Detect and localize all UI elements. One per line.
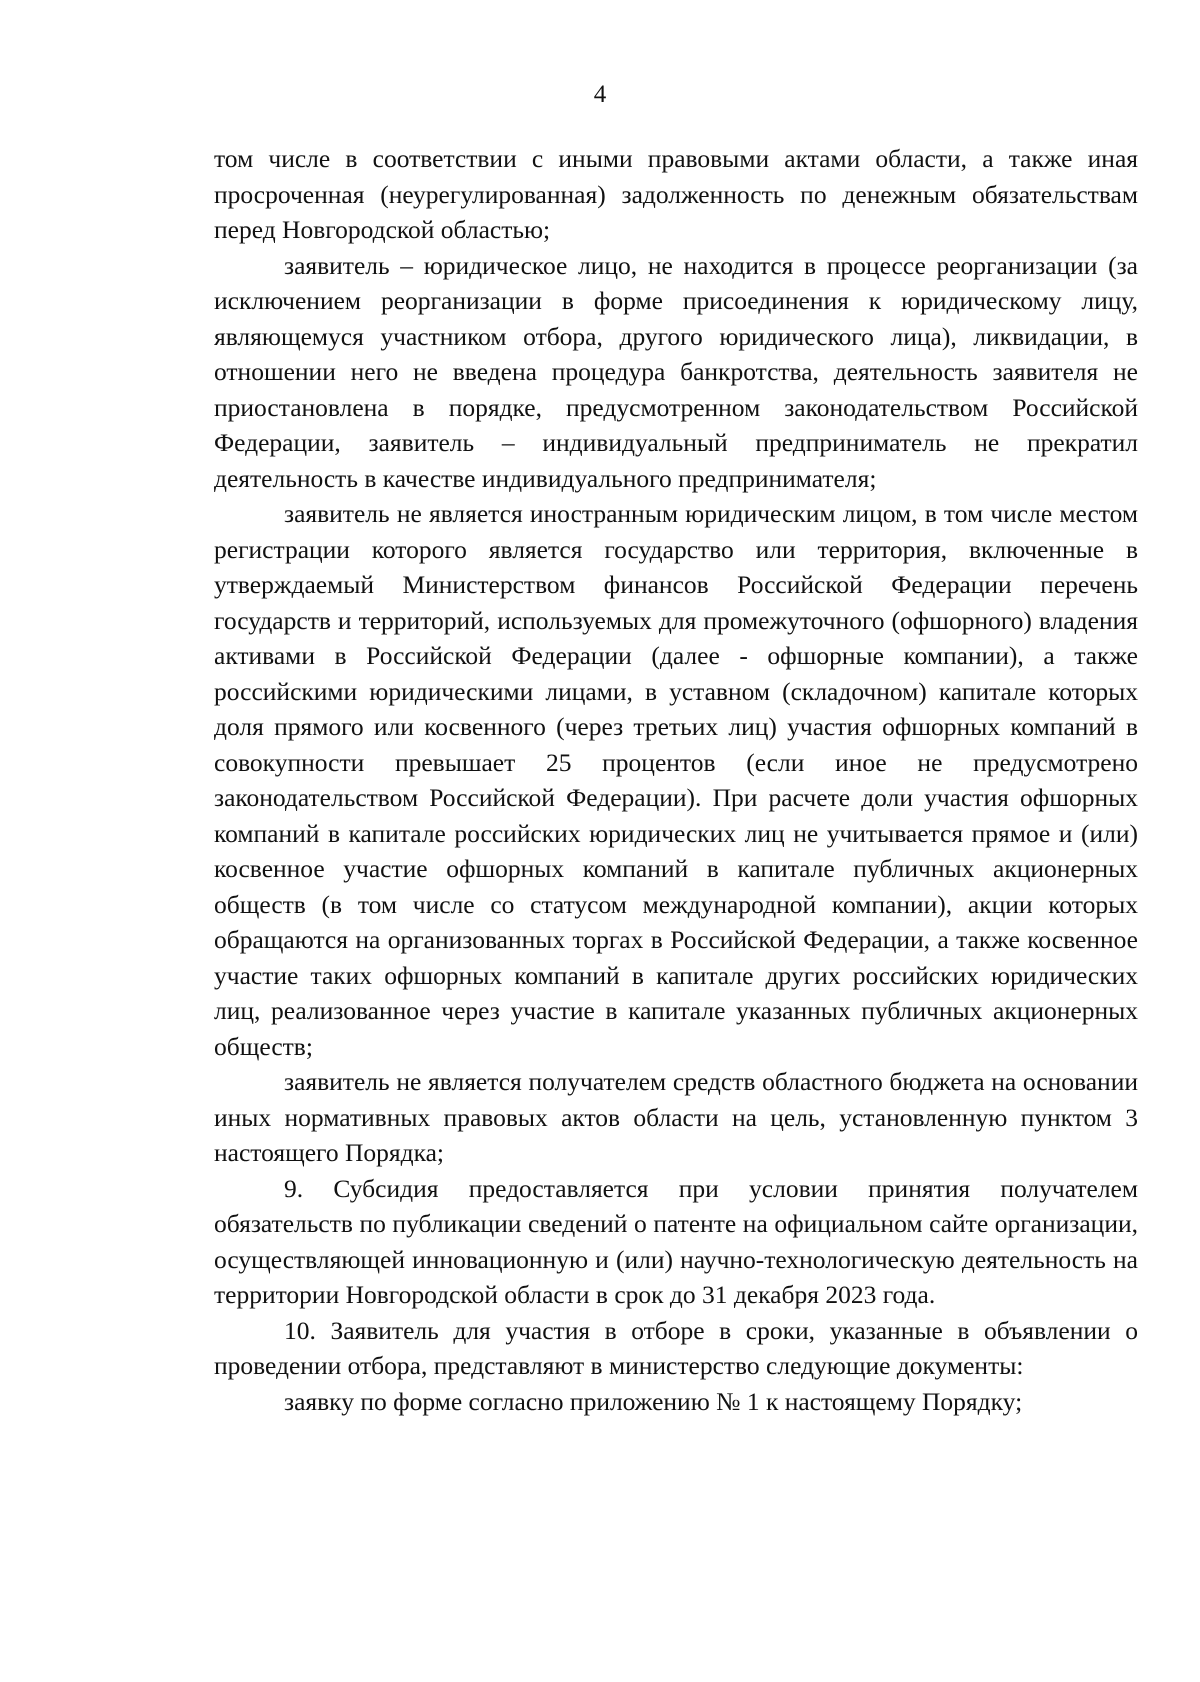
paragraph-reorganization: заявитель – юридическое лицо, не находится в процессе реорганизации (за исключением реорганизации в форме присоединения к юридическому лицу, являющемуся участником отбора, другого юридического лица), ликвидации, в отношении него не введена процедура банкротства, деятельность заявителя не приостановлена в порядке, предусмотренном законодательством Российской Федерации, заявитель – индивидуальный предприниматель не прекратил деятельность в качестве индивидуального предпринимателя; [214, 250, 1138, 493]
document-body [214, 141, 1138, 1419]
paragraph-item-10: 10. Заявитель для участия в отборе в сроки, указанные в объявлении о проведении отбора, представляют в министерство следующие документы: [214, 1315, 1138, 1380]
paragraph-offshore: заявитель не является иностранным юридическим лицом, в том числе местом регистрации которого является государство или территория, включенные в утверждаемый Министерством финансов Российской Федерации перечень государств и территорий, используемых для промежуточного (офшорного) владения активами в Российской Федерации (далее - офшорные компании), а также российскими юридическими лицами, в уставном (складочном) капитале которых доля прямого или косвенного (через третьих лиц) участия офшорных компаний в совокупности превышает 25 процентов (если иное не предусмотрено законодательством Российской Федерации). При расчете доли участия офшорных компаний в капитале российских юридических лиц не учитывается прямое и (или) косвенное участие офшорных компаний в капитале публичных акционерных обществ (в том числе со статусом международной компании), акции которых обращаются на организованных торгах в Российской Федерации, а также косвенное участие таких офшорных компаний в капитале других российских юридических лиц, реализованное через участие в капитале указанных публичных акционерных обществ; [214, 499, 1138, 1061]
page-number: 4 [593, 81, 607, 108]
paragraph-budget-recipient: заявитель не является получателем средств областного бюджета на основании иных нормативных правовых актов области на цель, установленную пунктом 3 настоящего Порядка; [214, 1067, 1138, 1167]
paragraph-application-form: заявку по форме согласно приложению № 1 к настоящему Порядку; [284, 1386, 1023, 1416]
paragraph-item-9: 9. Субсидия предоставляется при условии принятия получателем обязательств по публикации сведений о патенте на официальном сайте организации, осуществляющей инновационную и (или) научно-технологическую деятельность на территории Новгородской области в срок до 31 декабря 2023 года. [214, 1173, 1138, 1309]
paragraph-continuation: том числе в соответствии с иными правовыми актами области, а также иная просроченная (неурегулированная) задолженность по денежным обязательствам перед Новгородской областью; [214, 144, 1138, 244]
